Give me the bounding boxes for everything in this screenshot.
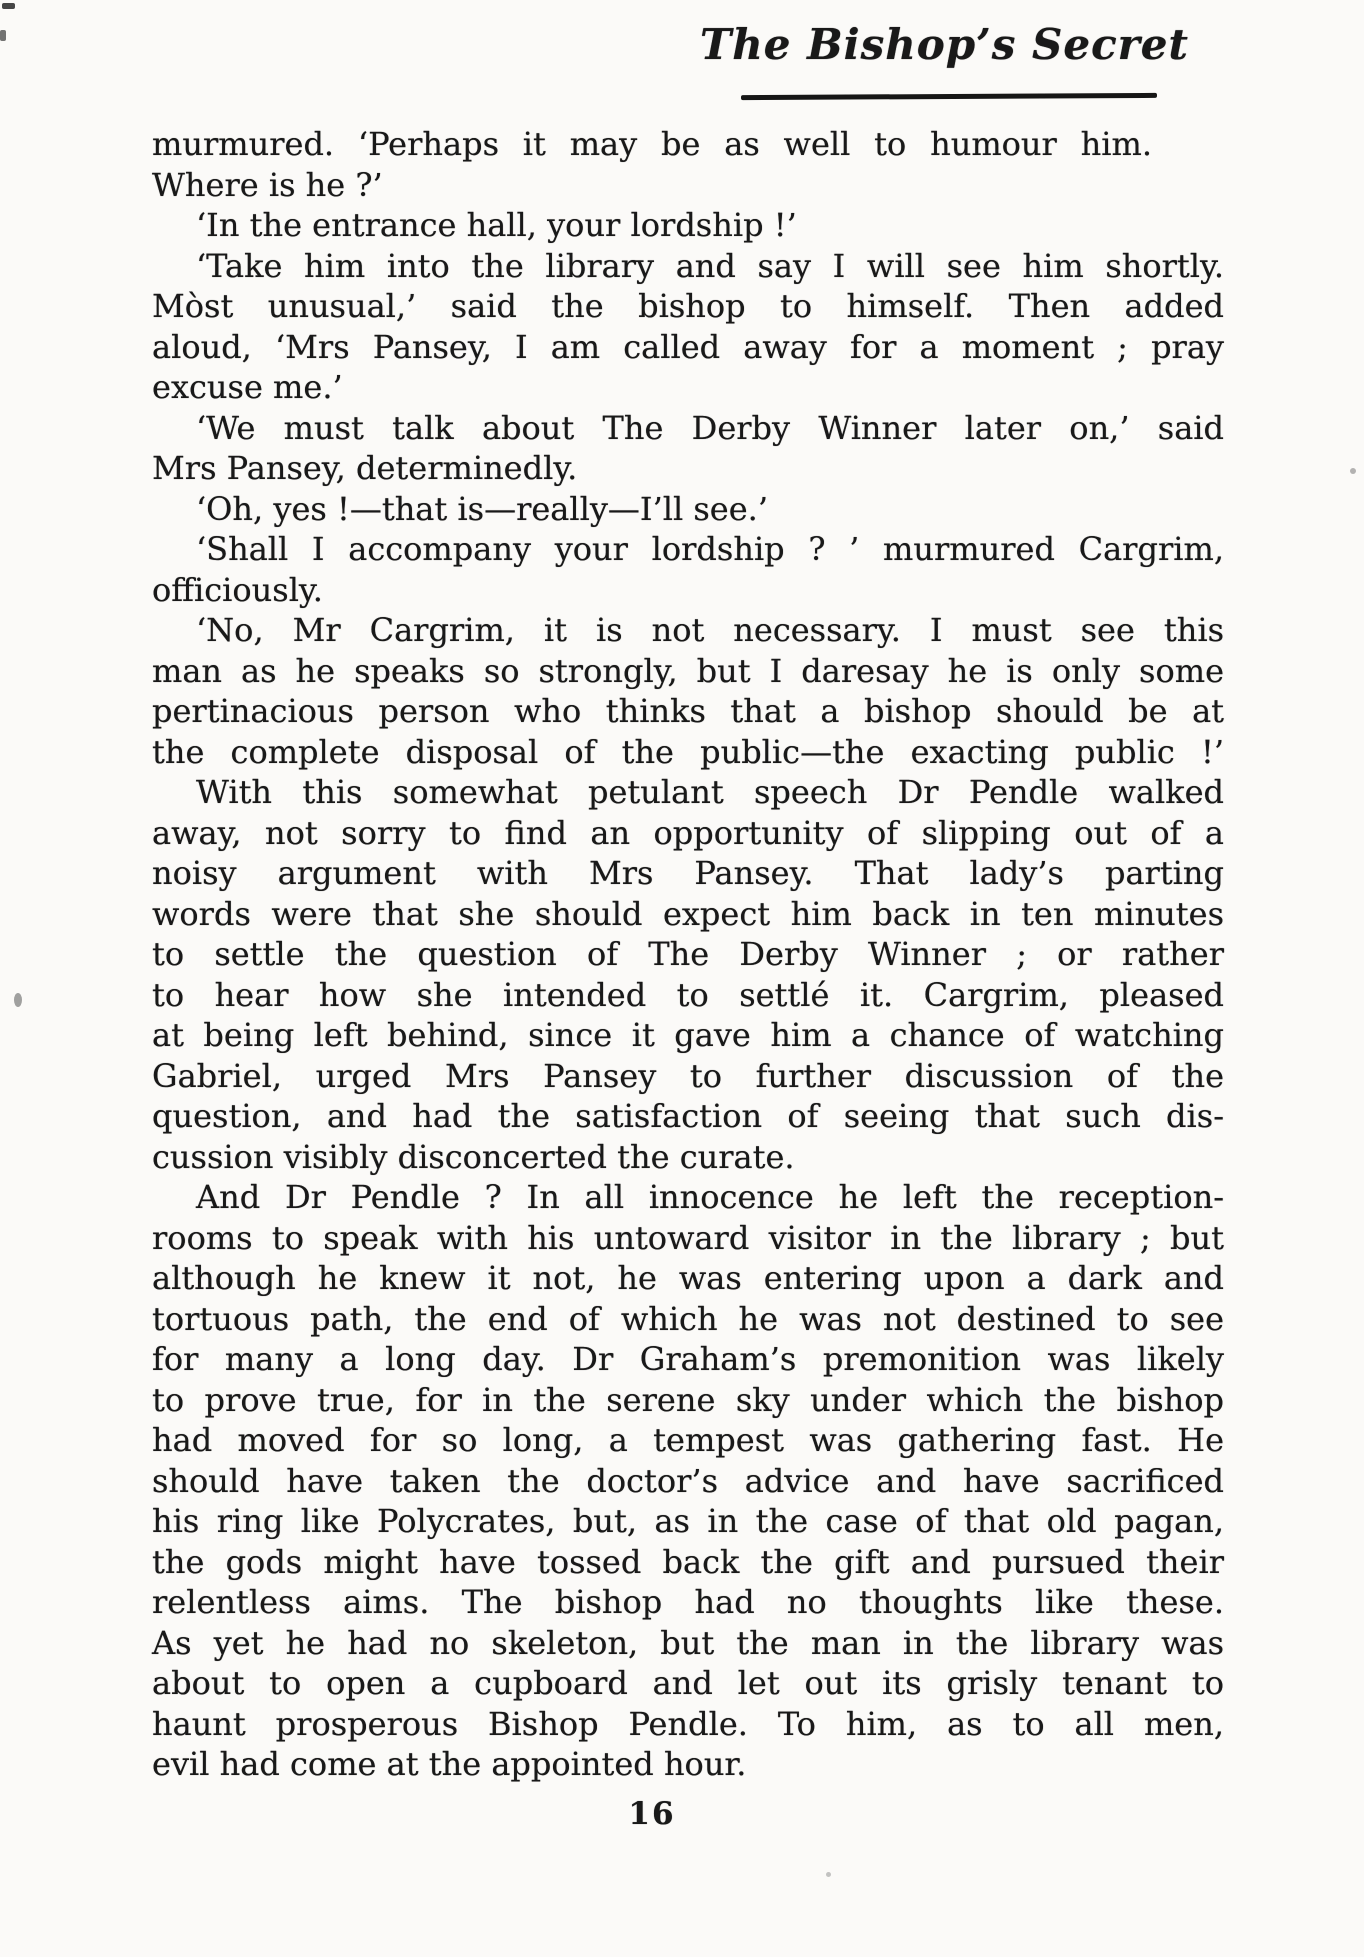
text-line: the gods might have tossed back the gift and pursued their [152, 1542, 1224, 1581]
text-line: to hear how she intended to settlé it. Cargrim, pleased [152, 975, 1224, 1014]
text-line: ‘Shall I accompany your lordship ? ’ murmured Cargrim, [196, 530, 1224, 568]
scan-speck [0, 30, 6, 41]
text-line: at being left behind, since it gave him a chance of watching [152, 1016, 1224, 1054]
text-line: evil had come at the appointed hour. [152, 1745, 747, 1783]
text-block [152, 124, 1224, 1785]
text-line: aloud, ‘Mrs Pansey, I am called away for a moment ; pray [152, 327, 1224, 366]
text-line: his ring like Polycrates, but, as in the case of that old pagan, [152, 1502, 1224, 1540]
header-underline-rule [741, 93, 1157, 100]
scan-speck [1350, 468, 1356, 474]
text-line: Mrs Pansey, determinedly. [152, 449, 578, 487]
text-line: As yet he had no skeleton, but the man in the library was [152, 1623, 1224, 1662]
text-line: ‘Take him into the library and say I will see him shortly. [196, 246, 1224, 285]
text-line: officiously. [152, 570, 323, 609]
text-line: question, and had the satisfaction of seeing that such dis- [152, 1097, 1224, 1135]
text-line: cussion visibly disconcerted the curate. [152, 1137, 795, 1176]
text-line: murmured. ‘Perhaps it may be as well to humour him. [152, 125, 1152, 163]
text-line: With this somewhat petulant speech Dr Pendle walked [196, 773, 1224, 811]
running-header-title: The Bishop’s Secret [700, 20, 1189, 69]
text-line: the complete disposal of the public—the exacting public !’ [152, 732, 1224, 771]
text-line: relentless aims. The bishop had no thoughts like these. [152, 1583, 1224, 1621]
page-number: 16 [628, 1796, 676, 1832]
scan-speck [826, 1872, 831, 1877]
text-line: ‘Oh, yes !—that is—really—I’ll see.’ [196, 489, 769, 528]
text-line: ‘In the entrance hall, your lordship !’ [196, 206, 797, 244]
text-line: had moved for so long, a tempest was gathering fast. He [152, 1421, 1224, 1459]
text-line: noisy argument with Mrs Pansey. That lady’s parting [152, 854, 1224, 892]
text-line: Mòst unusual,’ said the bishop to himself. Then added [152, 287, 1224, 325]
text-line: rooms to speak with his untoward visitor in the library ; but [152, 1218, 1224, 1257]
text-line: excuse me.’ [152, 368, 343, 406]
text-line: ‘We must talk about The Derby Winner later on,’ said [196, 408, 1224, 447]
text-line: haunt prosperous Bishop Pendle. To him, as to all men, [152, 1704, 1224, 1743]
text-line: should have taken the doctor’s advice and have sacrificed [152, 1461, 1224, 1500]
text-line: to settle the question of The Derby Winner ; or rather [152, 935, 1224, 973]
text-line: ‘No, Mr Cargrim, it is not necessary. I must see this [196, 611, 1224, 649]
text-line: pertinacious person who thinks that a bishop should be at [152, 692, 1224, 730]
scan-speck [14, 993, 22, 1007]
text-line: words were that she should expect him back in ten minutes [152, 894, 1224, 933]
text-line: tortuous path, the end of which he was not destined to see [152, 1299, 1224, 1338]
text-line: about to open a cupboard and let out its grisly tenant to [152, 1664, 1224, 1702]
text-line: man as he speaks so strongly, but I daresay he is only some [152, 651, 1224, 690]
scan-speck [2, 3, 15, 9]
text-line: And Dr Pendle ? In all innocence he left the reception- [196, 1178, 1224, 1216]
text-line: Gabriel, urged Mrs Pansey to further discussion of the [152, 1056, 1224, 1095]
text-line: to prove true, for in the serene sky under which the bishop [152, 1380, 1224, 1419]
text-line: Where is he ?’ [152, 165, 383, 204]
text-line: for many a long day. Dr Graham’s premonition was likely [152, 1340, 1224, 1378]
text-line: away, not sorry to find an opportunity of slipping out of a [152, 813, 1224, 852]
text-line: although he knew it not, he was entering upon a dark and [152, 1259, 1224, 1297]
